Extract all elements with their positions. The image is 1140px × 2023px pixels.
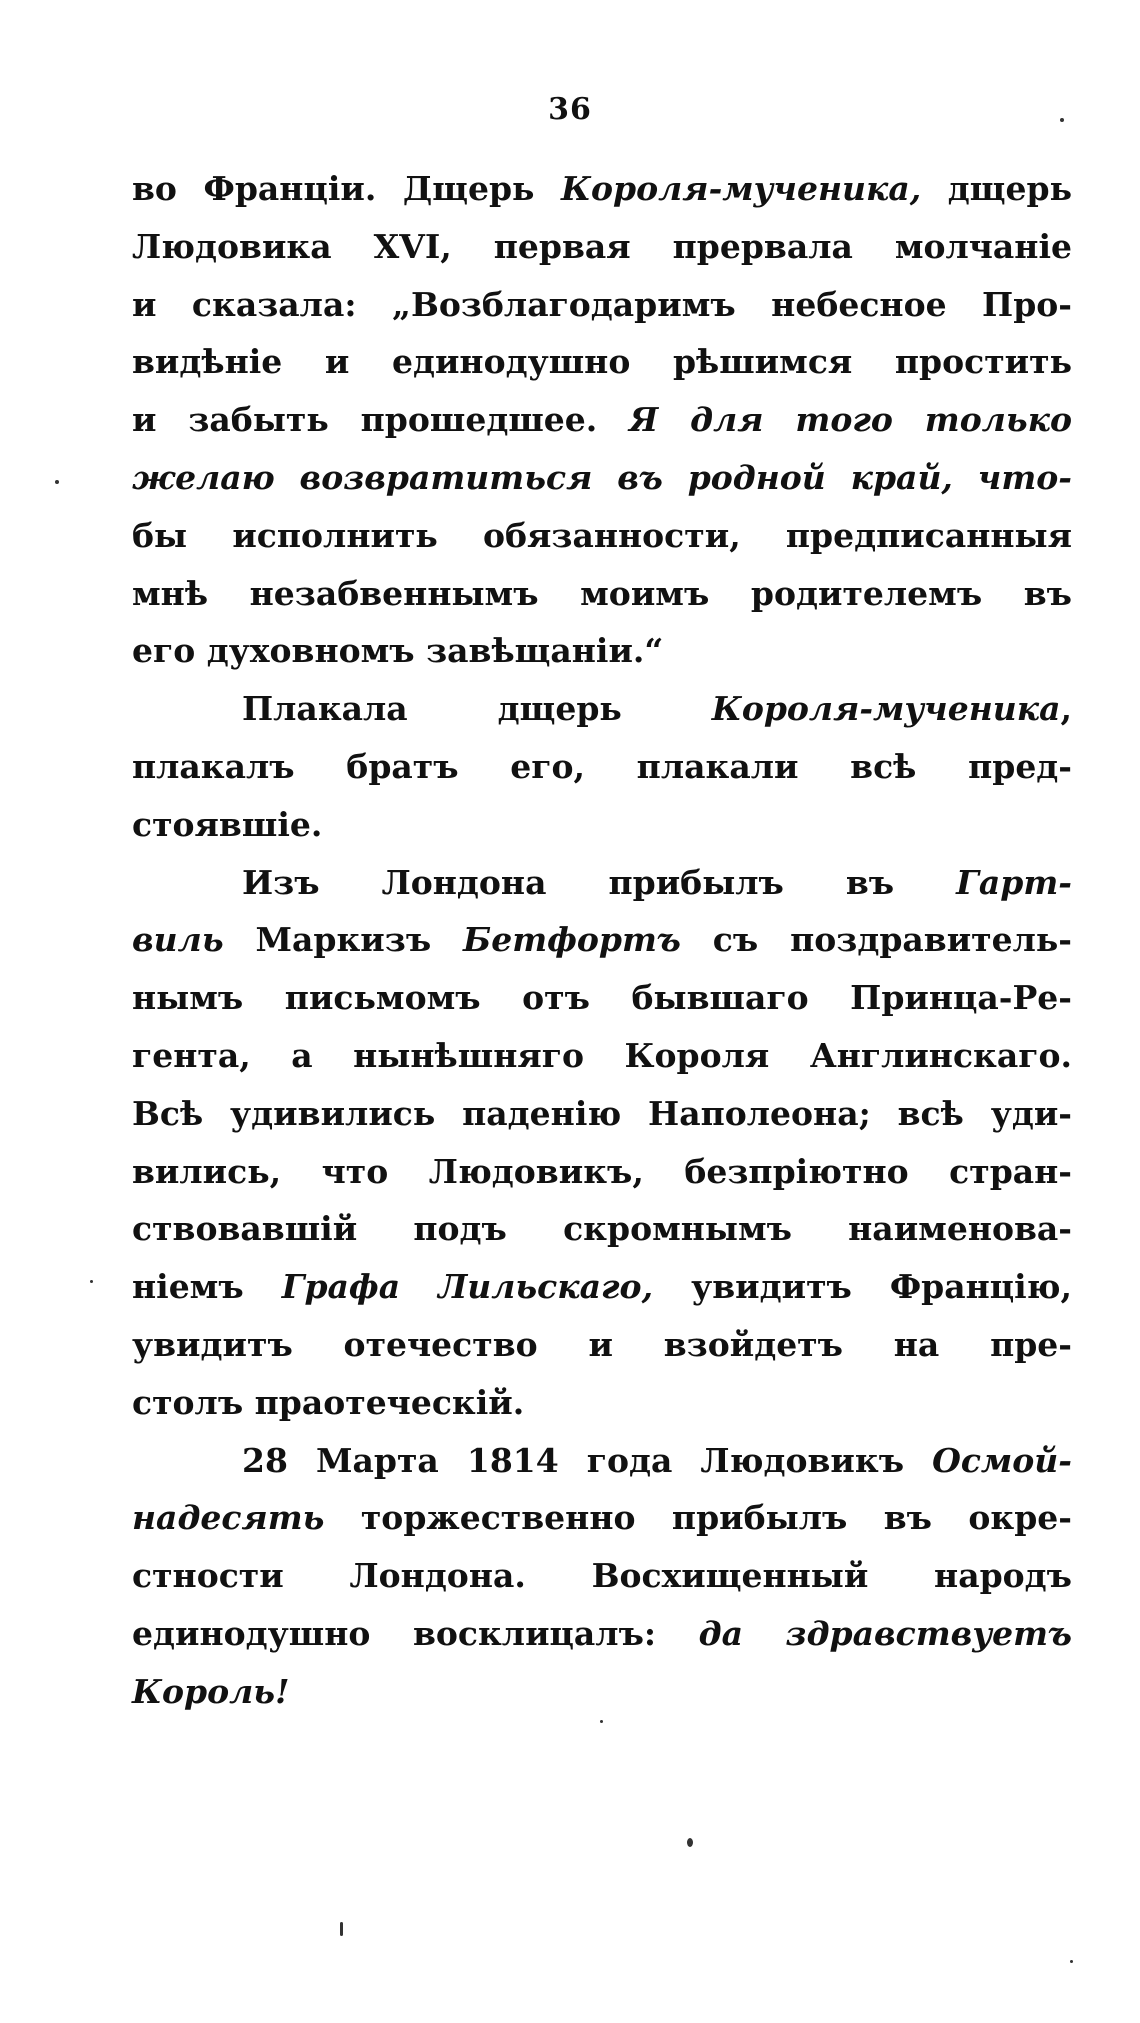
italic-text: Короля-мученика,: [561, 169, 922, 208]
text-segment: стоявшіе.: [132, 804, 323, 844]
text-segment: Изъ Лондона прибылъ въ: [242, 862, 957, 902]
text-segment: его духовномъ завѣщаніи.“: [132, 631, 664, 671]
italic-text: Король!: [132, 1671, 290, 1711]
text-line: [132, 911, 1072, 969]
text-line: [132, 1489, 1072, 1547]
italic-text: Я для того только: [629, 400, 1072, 440]
text-segment: Людовика XVI, первая прервала молчаніе: [132, 226, 1072, 266]
text-line: [132, 622, 1072, 680]
text-segment: столъ праотеческій.: [132, 1382, 525, 1422]
text-segment: мнѣ незабвеннымъ моимъ родителемъ въ: [132, 573, 1072, 613]
text-line: [132, 1547, 1072, 1605]
text-segment: увидитъ Францію,: [653, 1267, 1073, 1307]
text-segment: ствовавшій подъ скромнымъ наименова-: [132, 1209, 1072, 1249]
italic-text: желаю возвратиться въ родной край, что-: [132, 457, 1072, 497]
text-segment: 28 Марта 1814 года Людовикъ: [242, 1440, 933, 1480]
text-segment: единодушно восклицалъ:: [132, 1613, 699, 1653]
text-segment: съ поздравитель-: [680, 920, 1072, 960]
text-segment: вились, что Людовикъ, безпріютно стран-: [132, 1151, 1072, 1191]
text-line: [132, 391, 1072, 449]
scan-speck: [687, 1838, 693, 1847]
text-line: [132, 796, 1072, 854]
italic-text: Осмой-: [932, 1440, 1072, 1480]
text-line: [132, 1432, 1072, 1490]
text-segment: во Франціи. Дщерь: [132, 169, 562, 208]
text-segment: видѣніе и единодушно рѣшимся простить: [132, 342, 1072, 382]
text-segment: Маркизъ: [223, 920, 464, 960]
text-segment: Всѣ удивились паденію Наполеона; всѣ уди-: [132, 1093, 1072, 1133]
text-line: [132, 854, 1072, 912]
scan-speck: [90, 1280, 93, 1283]
text-line: [132, 449, 1072, 507]
text-segment: и забыть прошедшее.: [132, 400, 630, 440]
body-text: [132, 160, 1072, 1721]
italic-text: Графа Лильскаго,: [281, 1267, 654, 1307]
text-line: [132, 1258, 1072, 1316]
text-line: [132, 333, 1072, 391]
scan-speck: [600, 1720, 603, 1723]
text-segment: стности Лондона. Восхищенный народъ: [132, 1556, 1072, 1596]
text-segment: плакалъ братъ его, плакали всѣ пред-: [132, 746, 1072, 786]
scan-speck: [1060, 118, 1064, 122]
scan-speck: [1070, 1960, 1073, 1963]
text-segment: Плакала дщерь: [242, 689, 712, 729]
text-line: [132, 969, 1072, 1027]
text-line: [132, 680, 1072, 738]
text-segment: и сказала: „Возблагодаримъ небесное Про-: [132, 284, 1072, 324]
italic-text: да здравствуетъ: [698, 1613, 1072, 1653]
text-segment: ніемъ: [132, 1267, 282, 1307]
scan-speck: [55, 480, 59, 484]
page-number: 36: [548, 92, 592, 127]
text-line: [132, 1200, 1072, 1258]
text-line: [132, 1374, 1072, 1432]
text-line: [132, 1663, 1072, 1721]
italic-text: Гарт-: [956, 862, 1072, 902]
text-line: [132, 218, 1072, 276]
text-line: [132, 565, 1072, 623]
text-segment: нымъ письмомъ отъ бывшаго Принца-Ре-: [132, 978, 1072, 1018]
italic-text: Бетфортъ: [463, 920, 681, 960]
text-line: [132, 507, 1072, 565]
text-line: [132, 1085, 1072, 1143]
text-line: [132, 1143, 1072, 1201]
italic-text: виль: [132, 920, 224, 960]
italic-text: надесять: [132, 1498, 325, 1538]
text-line: [132, 1027, 1072, 1085]
text-line: [132, 738, 1072, 796]
scan-speck: [340, 1922, 343, 1936]
text-segment: гента, а нынѣшняго Короля Англинскаго.: [132, 1035, 1072, 1075]
text-line: [132, 1316, 1072, 1374]
text-segment: бы исполнить обязанности, предписанныя: [132, 515, 1072, 555]
text-line: [132, 160, 1072, 218]
text-line: [132, 1605, 1072, 1663]
text-line: [132, 276, 1072, 334]
text-segment: дщерь: [921, 169, 1072, 208]
text-segment: торжественно прибылъ въ окре-: [324, 1498, 1072, 1538]
text-segment: ,: [1060, 689, 1072, 729]
text-segment: увидитъ отечество и взойдетъ на пре-: [132, 1324, 1072, 1364]
italic-text: Короля-мученика: [711, 689, 1061, 729]
